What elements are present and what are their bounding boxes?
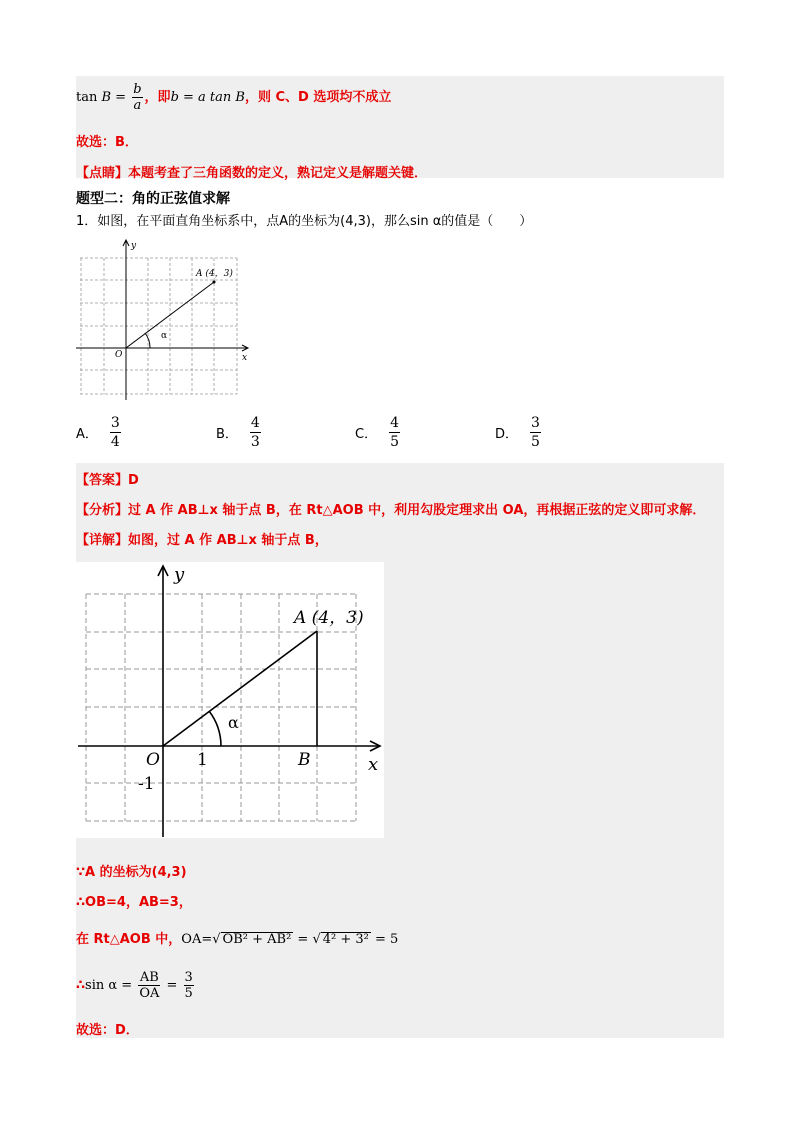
small-origin: O	[115, 350, 123, 360]
option-d[interactable]: D． $\frac{3}{5}$	[495, 415, 540, 450]
big-tick-1: 1	[197, 750, 208, 770]
big-coordinate-graph	[76, 562, 384, 838]
detail-line: 【详解】如图，过 A 作 AB⊥x 轴于点 B，	[76, 533, 328, 548]
small-point-label: A (4，3)	[196, 269, 233, 279]
solution-line-3: 在 Rt△AOB 中，OA=√ OB² + AB² = √ 4² + 3² = 5	[76, 932, 399, 947]
option-b[interactable]: B． $\frac{4}{3}$	[216, 415, 260, 450]
comment: 【点睛】本题考查了三角函数的定义，熟记定义是解题关键．	[76, 166, 428, 181]
solution-line-1: ∵A 的坐标为(4,3)	[76, 865, 187, 880]
small-x-label: x	[242, 353, 248, 363]
big-x-label: x	[368, 754, 379, 775]
small-coordinate-graph	[76, 236, 256, 400]
analysis-line: 【分析】过 A 作 AB⊥x 轴于点 B，在 Rt△AOB 中，利用勾股定理求出 OA，再根据正弦的定义即可求解．	[76, 503, 706, 518]
small-y-label: y	[131, 241, 137, 251]
big-y-label: y	[174, 564, 185, 585]
big-b-label: B	[298, 750, 311, 770]
big-origin: O	[146, 750, 160, 770]
option-a[interactable]: A． $\frac{3}{4}$	[76, 415, 120, 450]
option-c[interactable]: C． $\frac{4}{5}$	[355, 415, 399, 450]
big-tick-neg1: -1	[138, 774, 155, 794]
tan-b-line: tan B = $\frac{b}{a}$ ，即b = a tan B，则 C、D 选项均不成立	[76, 82, 392, 113]
solution-line-2: ∴OB=4，AB=3，	[76, 895, 192, 910]
choose-d: 故选：D．	[76, 1023, 139, 1038]
big-point-label: A (4，3)	[294, 608, 364, 628]
solution-line-4: ∴sin α = $\frac{AB}{OA}$ = $\frac{3}{5}$	[76, 970, 193, 1001]
small-angle-label: α	[161, 331, 168, 341]
question-text: 1．如图，在平面直角坐标系中，点A的坐标为(4,3)，那么sin α的值是（ ）	[76, 214, 533, 229]
choose-b: 故选：B．	[76, 135, 138, 150]
answer-line: 【答案】D	[76, 473, 139, 488]
big-angle-label: α	[228, 713, 239, 732]
section-title: 题型二：角的正弦值求解	[76, 191, 230, 207]
